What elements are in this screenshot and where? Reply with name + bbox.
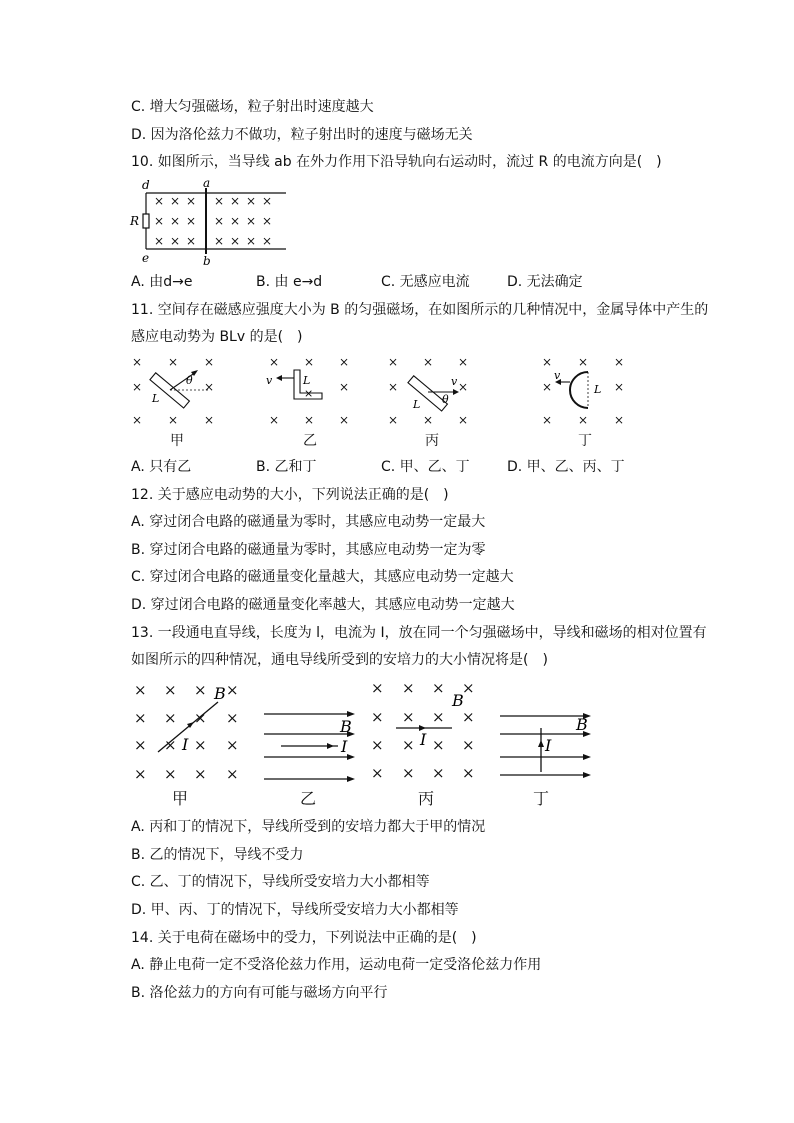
svg-text:×: × <box>432 679 445 697</box>
svg-text:×: × <box>304 387 314 400</box>
svg-text:×: × <box>371 708 384 726</box>
svg-text:×: × <box>132 413 143 427</box>
svg-text:×: × <box>388 380 399 394</box>
svg-text:×: × <box>164 681 177 699</box>
svg-text:×: × <box>542 355 553 369</box>
question-11-stem-cont: 感应电动势为 BLv 的是( ) <box>131 329 303 345</box>
q13-jia-I: I <box>182 735 189 754</box>
q10-option-b: B. 由 e→d <box>256 274 323 290</box>
q11-option-c: C. 甲、乙、丁 <box>381 459 470 475</box>
svg-text:×: × <box>423 413 434 427</box>
svg-text:×: × <box>402 679 415 697</box>
svg-text:×: × <box>134 736 147 754</box>
svg-text:×: × <box>423 355 434 369</box>
q14-option-a: A. 静止电荷一定不受洛伦兹力作用，运动电荷一定受洛伦兹力作用 <box>131 957 542 973</box>
svg-text:×: × <box>462 679 475 697</box>
svg-text:×: × <box>154 214 165 228</box>
svg-text:×: × <box>432 708 445 726</box>
q11-bing-L: L <box>413 398 421 411</box>
svg-text:×: × <box>458 355 469 369</box>
q11-yi-v: v <box>266 374 273 387</box>
svg-text:×: × <box>614 355 625 369</box>
q11-option-a: A. 只有乙 <box>131 459 192 475</box>
q11-jia-theta: θ <box>186 374 193 387</box>
svg-text:×: × <box>339 413 350 427</box>
svg-text:×: × <box>262 214 273 228</box>
svg-text:×: × <box>230 194 241 208</box>
svg-text:×: × <box>134 765 147 783</box>
svg-text:×: × <box>269 413 280 427</box>
q11-caption-yi: 乙 <box>303 433 317 449</box>
svg-text:×: × <box>246 234 257 248</box>
q10-option-a: A. 由d→e <box>131 274 193 290</box>
q12-option-c: C. 穿过闭合电路的磁通量变化量越大，其感应电动势一定越大 <box>131 569 514 585</box>
label-r: R <box>130 214 140 228</box>
q13-caption-bing: 丙 <box>418 789 435 808</box>
svg-text:×: × <box>214 194 225 208</box>
q11-caption-bing: 丙 <box>425 433 439 449</box>
q13-figures <box>126 676 606 788</box>
svg-text:×: × <box>262 194 273 208</box>
q13-option-a: A. 丙和丁的情况下，导线所受到的安培力都大于甲的情况 <box>131 819 486 835</box>
q13-yi-I: I <box>341 737 348 756</box>
question-10-stem: 10. 如图所示，当导线 ab 在外力作用下沿导轨向右运动时，流过 R 的电流方向是( ) <box>131 154 662 170</box>
svg-text:×: × <box>371 736 384 754</box>
svg-text:×: × <box>170 194 181 208</box>
svg-text:×: × <box>339 380 350 394</box>
svg-text:×: × <box>186 234 197 248</box>
q11-bing-v: v <box>451 375 458 388</box>
svg-text:×: × <box>132 355 143 369</box>
svg-text:×: × <box>186 194 197 208</box>
svg-text:×: × <box>194 765 207 783</box>
q13-yi-B: B <box>340 717 352 736</box>
svg-text:×: × <box>246 194 257 208</box>
q13-option-b: B. 乙的情况下，导线不受力 <box>131 847 304 863</box>
q13-option-c: C. 乙、丁的情况下，导线所受安培力大小都相等 <box>131 874 430 890</box>
q13-jia-B: B <box>214 684 226 703</box>
svg-text:×: × <box>402 736 415 754</box>
q11-option-b: B. 乙和丁 <box>256 459 317 475</box>
svg-text:×: × <box>134 681 147 699</box>
q12-option-d: D. 穿过闭合电路的磁通量变化率越大，其感应电动势一定越大 <box>131 597 515 613</box>
svg-text:×: × <box>204 355 215 369</box>
svg-text:×: × <box>194 681 207 699</box>
q11-ding-v: v <box>554 369 561 382</box>
svg-text:×: × <box>388 355 399 369</box>
svg-text:×: × <box>578 355 589 369</box>
svg-text:×: × <box>462 764 475 782</box>
label-e: e <box>142 251 150 265</box>
label-b: b <box>203 254 211 268</box>
label-d: d <box>142 178 150 192</box>
svg-text:×: × <box>154 194 165 208</box>
svg-text:×: × <box>132 380 143 394</box>
svg-text:×: × <box>371 764 384 782</box>
q13-caption-ding: 丁 <box>533 789 550 808</box>
svg-text:×: × <box>204 413 215 427</box>
q11-caption-ding: 丁 <box>578 433 592 449</box>
svg-text:×: × <box>226 736 239 754</box>
svg-text:×: × <box>214 214 225 228</box>
svg-text:×: × <box>542 413 553 427</box>
option-c-line: C. 增大匀强磁场，粒子射出时速度越大 <box>131 99 374 115</box>
svg-text:×: × <box>204 380 215 394</box>
question-12-stem: 12. 关于感应电动势的大小，下列说法正确的是( ) <box>131 487 449 503</box>
q13-ding-B: B <box>576 715 588 734</box>
question-11-stem: 11. 空间存在磁感应强度大小为 B 的匀强磁场，在如图所示的几种情况中，金属导体中产生的 <box>131 302 709 318</box>
svg-text:×: × <box>304 413 315 427</box>
svg-text:×: × <box>578 413 589 427</box>
svg-text:×: × <box>388 413 399 427</box>
svg-text:×: × <box>262 234 273 248</box>
svg-text:×: × <box>170 234 181 248</box>
svg-text:×: × <box>246 214 257 228</box>
svg-text:×: × <box>226 709 239 727</box>
svg-text:×: × <box>226 765 239 783</box>
q14-option-b: B. 洛伦兹力的方向有可能与磁场方向平行 <box>131 985 388 1001</box>
svg-text:×: × <box>194 709 207 727</box>
svg-text:×: × <box>462 708 475 726</box>
q13-caption-jia: 甲 <box>172 789 189 808</box>
svg-text:×: × <box>458 380 469 394</box>
svg-text:×: × <box>186 214 197 228</box>
q13-bing-B: B <box>452 691 464 710</box>
q11-bing-theta: θ <box>442 393 449 406</box>
svg-text:×: × <box>462 736 475 754</box>
svg-text:×: × <box>542 380 553 394</box>
q11-figures <box>126 350 636 430</box>
svg-text:×: × <box>304 355 315 369</box>
q13-option-d: D. 甲、丙、丁的情况下，导线所受安培力大小都相等 <box>131 902 459 918</box>
svg-text:×: × <box>269 355 280 369</box>
q11-option-d: D. 甲、乙、丙、丁 <box>507 459 625 475</box>
svg-text:×: × <box>402 764 415 782</box>
svg-text:×: × <box>339 355 350 369</box>
svg-text:×: × <box>154 234 165 248</box>
svg-text:×: × <box>402 708 415 726</box>
svg-text:×: × <box>614 380 625 394</box>
svg-text:×: × <box>164 736 177 754</box>
q12-option-b: B. 穿过闭合电路的磁通量为零时，其感应电动势一定为零 <box>131 542 486 558</box>
q10-rail-diagram <box>128 176 293 268</box>
question-13-stem: 13. 一段通电直导线，长度为 l，电流为 I，放在同一个匀强磁场中，导线和磁场的相对位置有 <box>131 625 707 641</box>
q10-option-d: D. 无法确定 <box>507 274 583 290</box>
question-14-stem: 14. 关于电荷在磁场中的受力，下列说法中正确的是( ) <box>131 930 477 946</box>
q10-option-c: C. 无感应电流 <box>381 274 470 290</box>
q11-caption-jia: 甲 <box>170 433 184 449</box>
q11-ding-L: L <box>594 383 602 396</box>
label-a: a <box>203 176 211 190</box>
q13-bing-I: I <box>420 730 427 749</box>
svg-text:×: × <box>432 736 445 754</box>
svg-text:×: × <box>194 736 207 754</box>
svg-text:×: × <box>458 413 469 427</box>
svg-text:×: × <box>614 413 625 427</box>
svg-text:×: × <box>214 234 225 248</box>
q13-caption-yi: 乙 <box>300 789 317 808</box>
svg-text:×: × <box>432 764 445 782</box>
question-13-stem-cont: 如图所示的四种情况，通电导线所受到的安培力的大小情况将是( ) <box>131 652 548 668</box>
svg-text:×: × <box>226 681 239 699</box>
q12-option-a: A. 穿过闭合电路的磁通量为零时，其感应电动势一定最大 <box>131 514 486 530</box>
svg-text:×: × <box>230 234 241 248</box>
q11-yi-L: L <box>303 374 311 387</box>
option-d-line: D. 因为洛伦兹力不做功，粒子射出时的速度与磁场无关 <box>131 127 473 143</box>
q13-ding-I: I <box>545 736 552 755</box>
q11-jia-L: L <box>152 392 160 405</box>
svg-text:×: × <box>230 214 241 228</box>
svg-text:×: × <box>371 679 384 697</box>
svg-text:×: × <box>134 709 147 727</box>
svg-text:×: × <box>168 355 179 369</box>
svg-text:×: × <box>164 765 177 783</box>
svg-text:×: × <box>170 214 181 228</box>
svg-text:×: × <box>164 709 177 727</box>
svg-text:×: × <box>168 413 179 427</box>
